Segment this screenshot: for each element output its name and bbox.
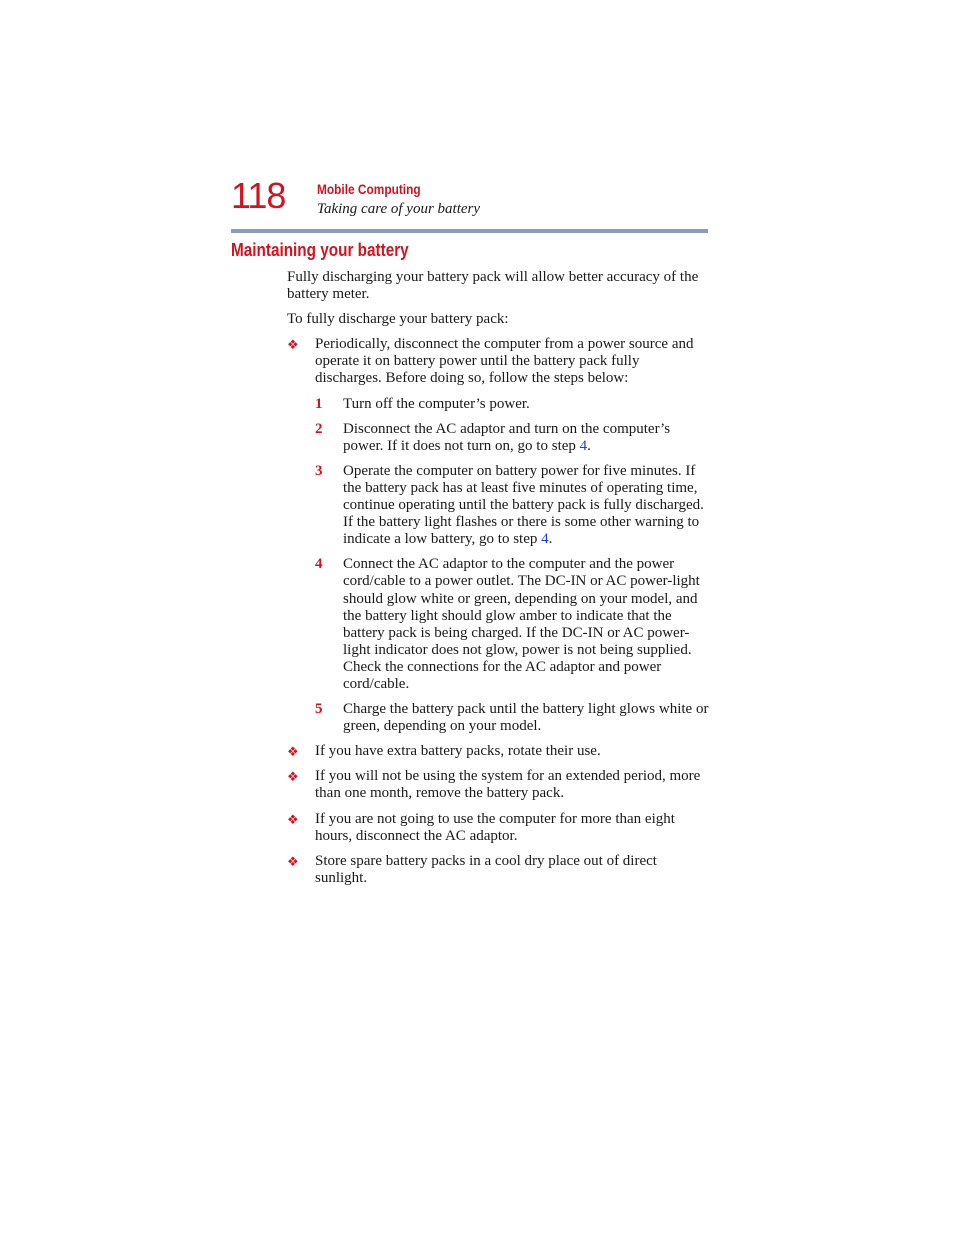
bullet-text: If you are not going to use the computer for more than eight hours, disconnect the AC adaptor. <box>315 810 675 844</box>
bullet-text: Periodically, disconnect the computer from a power source and operate it on battery power until the battery pack fully discharges. Before doing so, follow the steps below: <box>315 336 694 387</box>
bullet-text: If you have extra battery packs, rotate their use. <box>315 743 601 760</box>
step-number: 4 <box>315 556 323 573</box>
step-text-tail: . <box>548 531 553 548</box>
bullet-diamond-icon: ❖ <box>287 744 299 760</box>
step-item <box>315 463 709 548</box>
step-link[interactable]: 4 <box>579 437 588 454</box>
step-number: 5 <box>315 701 323 718</box>
intro-paragraph: Fully discharging your battery pack will allow better accuracy of the battery meter. <box>287 269 699 303</box>
bullet-item <box>287 811 709 845</box>
step-text: Operate the computer on battery power for five minutes. If the battery pack has at least five minutes of operating time, continue operating until the battery pack is fully discharged. If the battery light flashes or there is some other warning to indicate a low battery, go to step <box>343 462 704 548</box>
bullet-diamond-icon: ❖ <box>287 811 299 827</box>
step-number: 1 <box>315 395 323 412</box>
bullet-diamond-icon: ❖ <box>287 337 299 353</box>
step-item <box>315 701 709 735</box>
step-link[interactable]: 4 <box>541 531 549 548</box>
lead-paragraph: To fully discharge your battery pack: <box>287 311 509 328</box>
step-number: 3 <box>315 462 323 479</box>
page-number: 118 <box>231 175 286 216</box>
step-number: 2 <box>315 420 323 437</box>
header-rule <box>231 229 708 233</box>
section-subtitle: Taking care of your battery <box>317 201 481 217</box>
step-text: Turn off the computer’s power. <box>343 395 530 412</box>
body-content <box>287 269 709 895</box>
chapter-title: Mobile Computing <box>317 182 421 197</box>
bullet-item <box>287 336 709 735</box>
step-item <box>315 556 709 693</box>
step-text: Charge the battery pack until the battery light glows white or green, depending on your model. <box>343 701 709 735</box>
steps-list <box>315 396 709 736</box>
step-text: Connect the AC adaptor to the computer and the power cord/cable to a power outlet. The DC-IN or AC power-light should glow white or green, depending on your model, and the battery light should glow amber to indicate that the battery pack is being charged. If the DC-IN or AC power-light indicator does not glow, power is not being supplied. Check the connections for the AC adaptor and power cord/cable. <box>343 556 700 692</box>
step-text-tail: . <box>587 437 591 454</box>
bullet-text: Store spare battery packs in a cool dry place out of direct sunlight. <box>315 852 657 886</box>
section-heading: Maintaining your battery <box>231 240 409 260</box>
step-text: Disconnect the AC adaptor and turn on the computer’s power. If it does not turn on, go to step <box>343 420 671 454</box>
bullet-text: If you will not be using the system for an extended period, more than one month, remove the battery pack. <box>315 768 701 802</box>
bullet-item <box>287 853 709 887</box>
step-item <box>315 396 709 413</box>
bullet-diamond-icon: ❖ <box>287 853 299 869</box>
bullet-item <box>287 743 709 760</box>
bullet-item <box>287 768 709 802</box>
step-item <box>315 421 709 455</box>
bullet-diamond-icon: ❖ <box>287 769 299 785</box>
